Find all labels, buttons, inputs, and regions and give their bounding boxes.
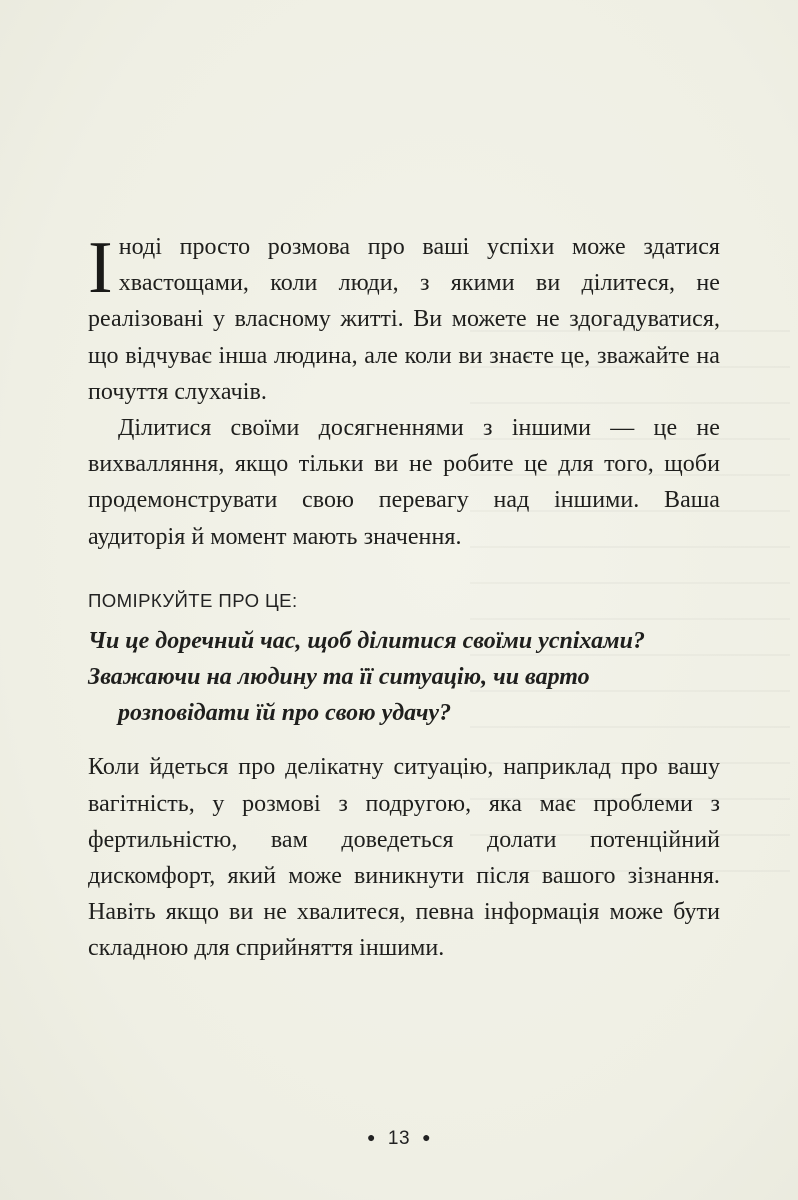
- paragraph-1-text: ноді просто розмова про ваші успіхи може здатися хвастощами, коли люди, з якими ви ділитеся, не реалізовані у власному житті. Ви можете не здогадуватися, що відчуває інша людина, але коли ви знаєте це, зважайте на почуття слухачів.: [88, 234, 720, 405]
- page-number: 13: [387, 1128, 411, 1149]
- paragraph-1: [88, 229, 720, 410]
- paragraph-3: Коли йдеться про делікатну ситуацію, наприклад про вашу вагітність, у розмові з подругою, яка має проблеми з фертильністю, вам доведеться долати потенційний дискомфорт, який може виникнути після вашого зізнання. Навіть якщо ви не хвалитеся, певна інформація може бути складною для сприйняття іншими.: [88, 754, 720, 962]
- main-text: [88, 229, 720, 967]
- right-bullet-icon: ●: [422, 1129, 432, 1145]
- paragraph-2: Ділитися своїми досягненнями з іншими — це не вихвалляння, якщо тільки ви не робите це для того, щоби продемонструвати свою перевагу над іншими. Ваша аудиторія й момент мають значення.: [88, 415, 720, 550]
- left-bullet-icon: ●: [366, 1129, 376, 1145]
- reflect-label: ПОМІРКУЙТЕ ПРО ЦЕ:: [88, 589, 298, 611]
- question-2: Зважаючи на людину та її ситуацію, чи варто розповідати їй про свою удачу?: [88, 664, 590, 727]
- drop-cap: І: [88, 227, 113, 309]
- page-footer: [0, 1128, 798, 1150]
- question-1: Чи це доречний час, щоб ділитися своїми успіхами?: [88, 627, 645, 654]
